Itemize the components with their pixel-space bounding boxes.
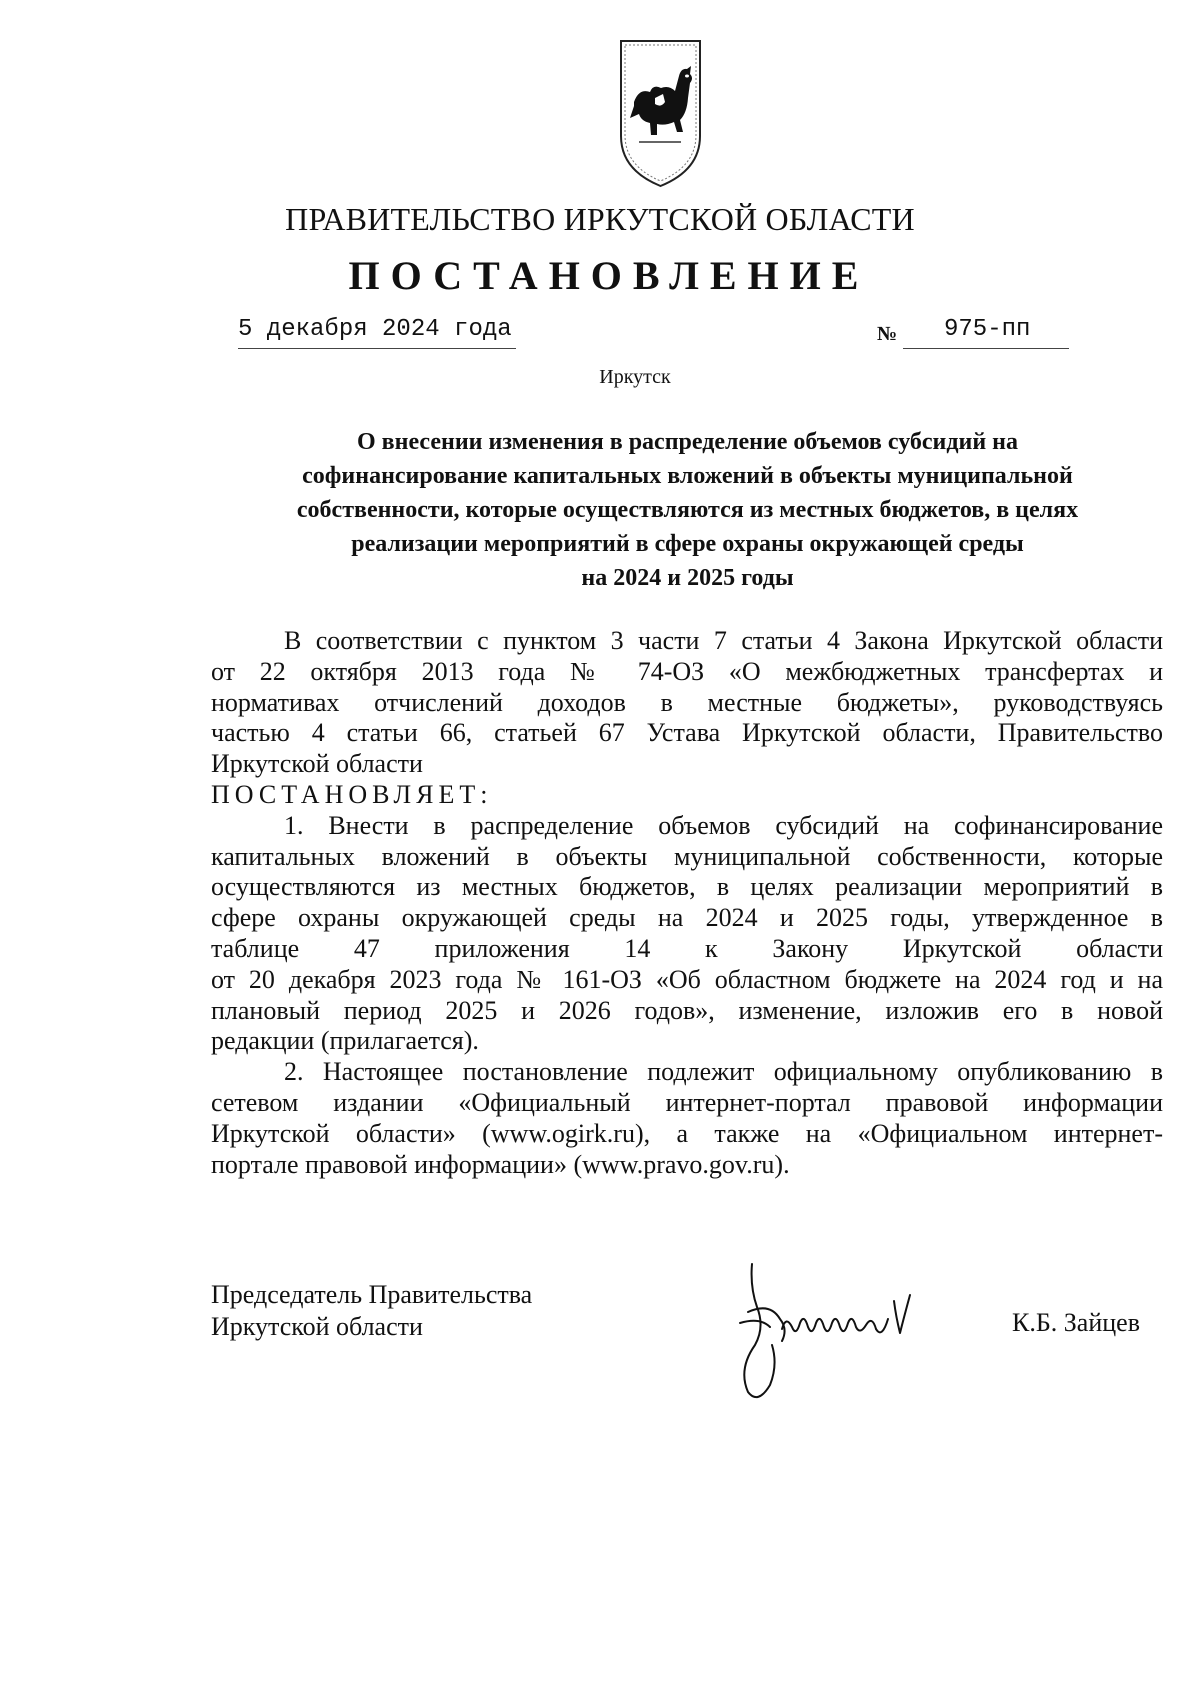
document-subject <box>215 425 1160 595</box>
signatory-title-line: Иркутской области <box>211 1312 423 1341</box>
coat-of-arms-emblem <box>617 38 704 190</box>
item1-line: редакции (прилагается). <box>211 1026 479 1056</box>
item1-line: капитальных вложений в объекты муниципальной собственности, которые <box>211 841 1163 871</box>
preamble-line: Иркутской области <box>211 749 423 779</box>
subject-line: реализации мероприятий в сфере охраны окружающей среды <box>351 531 1024 557</box>
document-number: 975-пп <box>944 316 1031 343</box>
place-of-issue: Иркутск <box>599 366 671 388</box>
document-type: ПОСТАНОВЛЕНИЕ <box>348 253 870 298</box>
date-underline <box>238 348 516 349</box>
preamble-line: от 22 октября 2013 года № 74-ОЗ «О межбюджетных трансфертах и <box>211 656 1163 686</box>
signatory-name: К.Б. Зайцев <box>1012 1308 1140 1337</box>
subject-line: собственности, которые осуществляются из местных бюджетов, в целях <box>296 497 1079 523</box>
preamble-line: нормативах отчислений доходов в местные бюджеты», руководствуясь <box>211 687 1163 717</box>
item2-line: 2. Настоящее постановление подлежит официальному опубликованию в <box>284 1057 1163 1087</box>
document-date: 5 декабря 2024 года <box>238 316 512 343</box>
number-underline <box>903 348 1069 349</box>
item2-line: Иркутской области» (www.ogirk.ru), а также на «Официальном интернет- <box>211 1118 1163 1148</box>
handwritten-signature <box>730 1257 980 1407</box>
issuing-authority: ПРАВИТЕЛЬСТВО ИРКУТСКОЙ ОБЛАСТИ <box>285 201 915 237</box>
item1-line: осуществляются из местных бюджетов, в целях реализации мероприятий в <box>211 872 1163 902</box>
item1-line: от 20 декабря 2023 года № 161-ОЗ «Об областном бюджете на 2024 год и на <box>211 964 1163 994</box>
item1-line: сфере охраны окружающей среды на 2024 и 2025 годы, утвержденное в <box>211 903 1163 933</box>
preamble-line: В соответствии с пунктом 3 части 7 статьи 4 Закона Иркутской области <box>284 626 1163 655</box>
item2-line: сетевом издании «Официальный интернет-портал правовой информации <box>211 1087 1163 1117</box>
signatory-title-line: Председатель Правительства <box>211 1280 533 1309</box>
item2-line: портале правовой информации» (www.pravo.gov.ru). <box>211 1149 790 1179</box>
document-body <box>211 626 1163 1180</box>
decree-word: ПОСТАНОВЛЯЕТ: <box>211 779 493 809</box>
coat-of-arms-icon <box>617 38 704 190</box>
subject-line: на 2024 и 2025 годы <box>581 565 794 591</box>
signatory-title <box>211 1279 532 1343</box>
preamble-line: частью 4 статьи 66, статьей 67 Устава Иркутской области, Правительство <box>211 718 1163 748</box>
subject-line: О внесении изменения в распределение объемов субсидий на <box>357 429 1018 455</box>
subject-line: софинансирование капитальных вложений в объекты муниципальной <box>302 463 1073 489</box>
item1-line: плановый период 2025 и 2026 годов», изменение, изложив его в новой <box>211 995 1163 1025</box>
item1-line: таблице 47 приложения 14 к Закону Иркутской области <box>211 933 1163 963</box>
item1-line: 1. Внести в распределение объемов субсидий на софинансирование <box>284 810 1163 840</box>
number-sign: № <box>877 323 898 345</box>
